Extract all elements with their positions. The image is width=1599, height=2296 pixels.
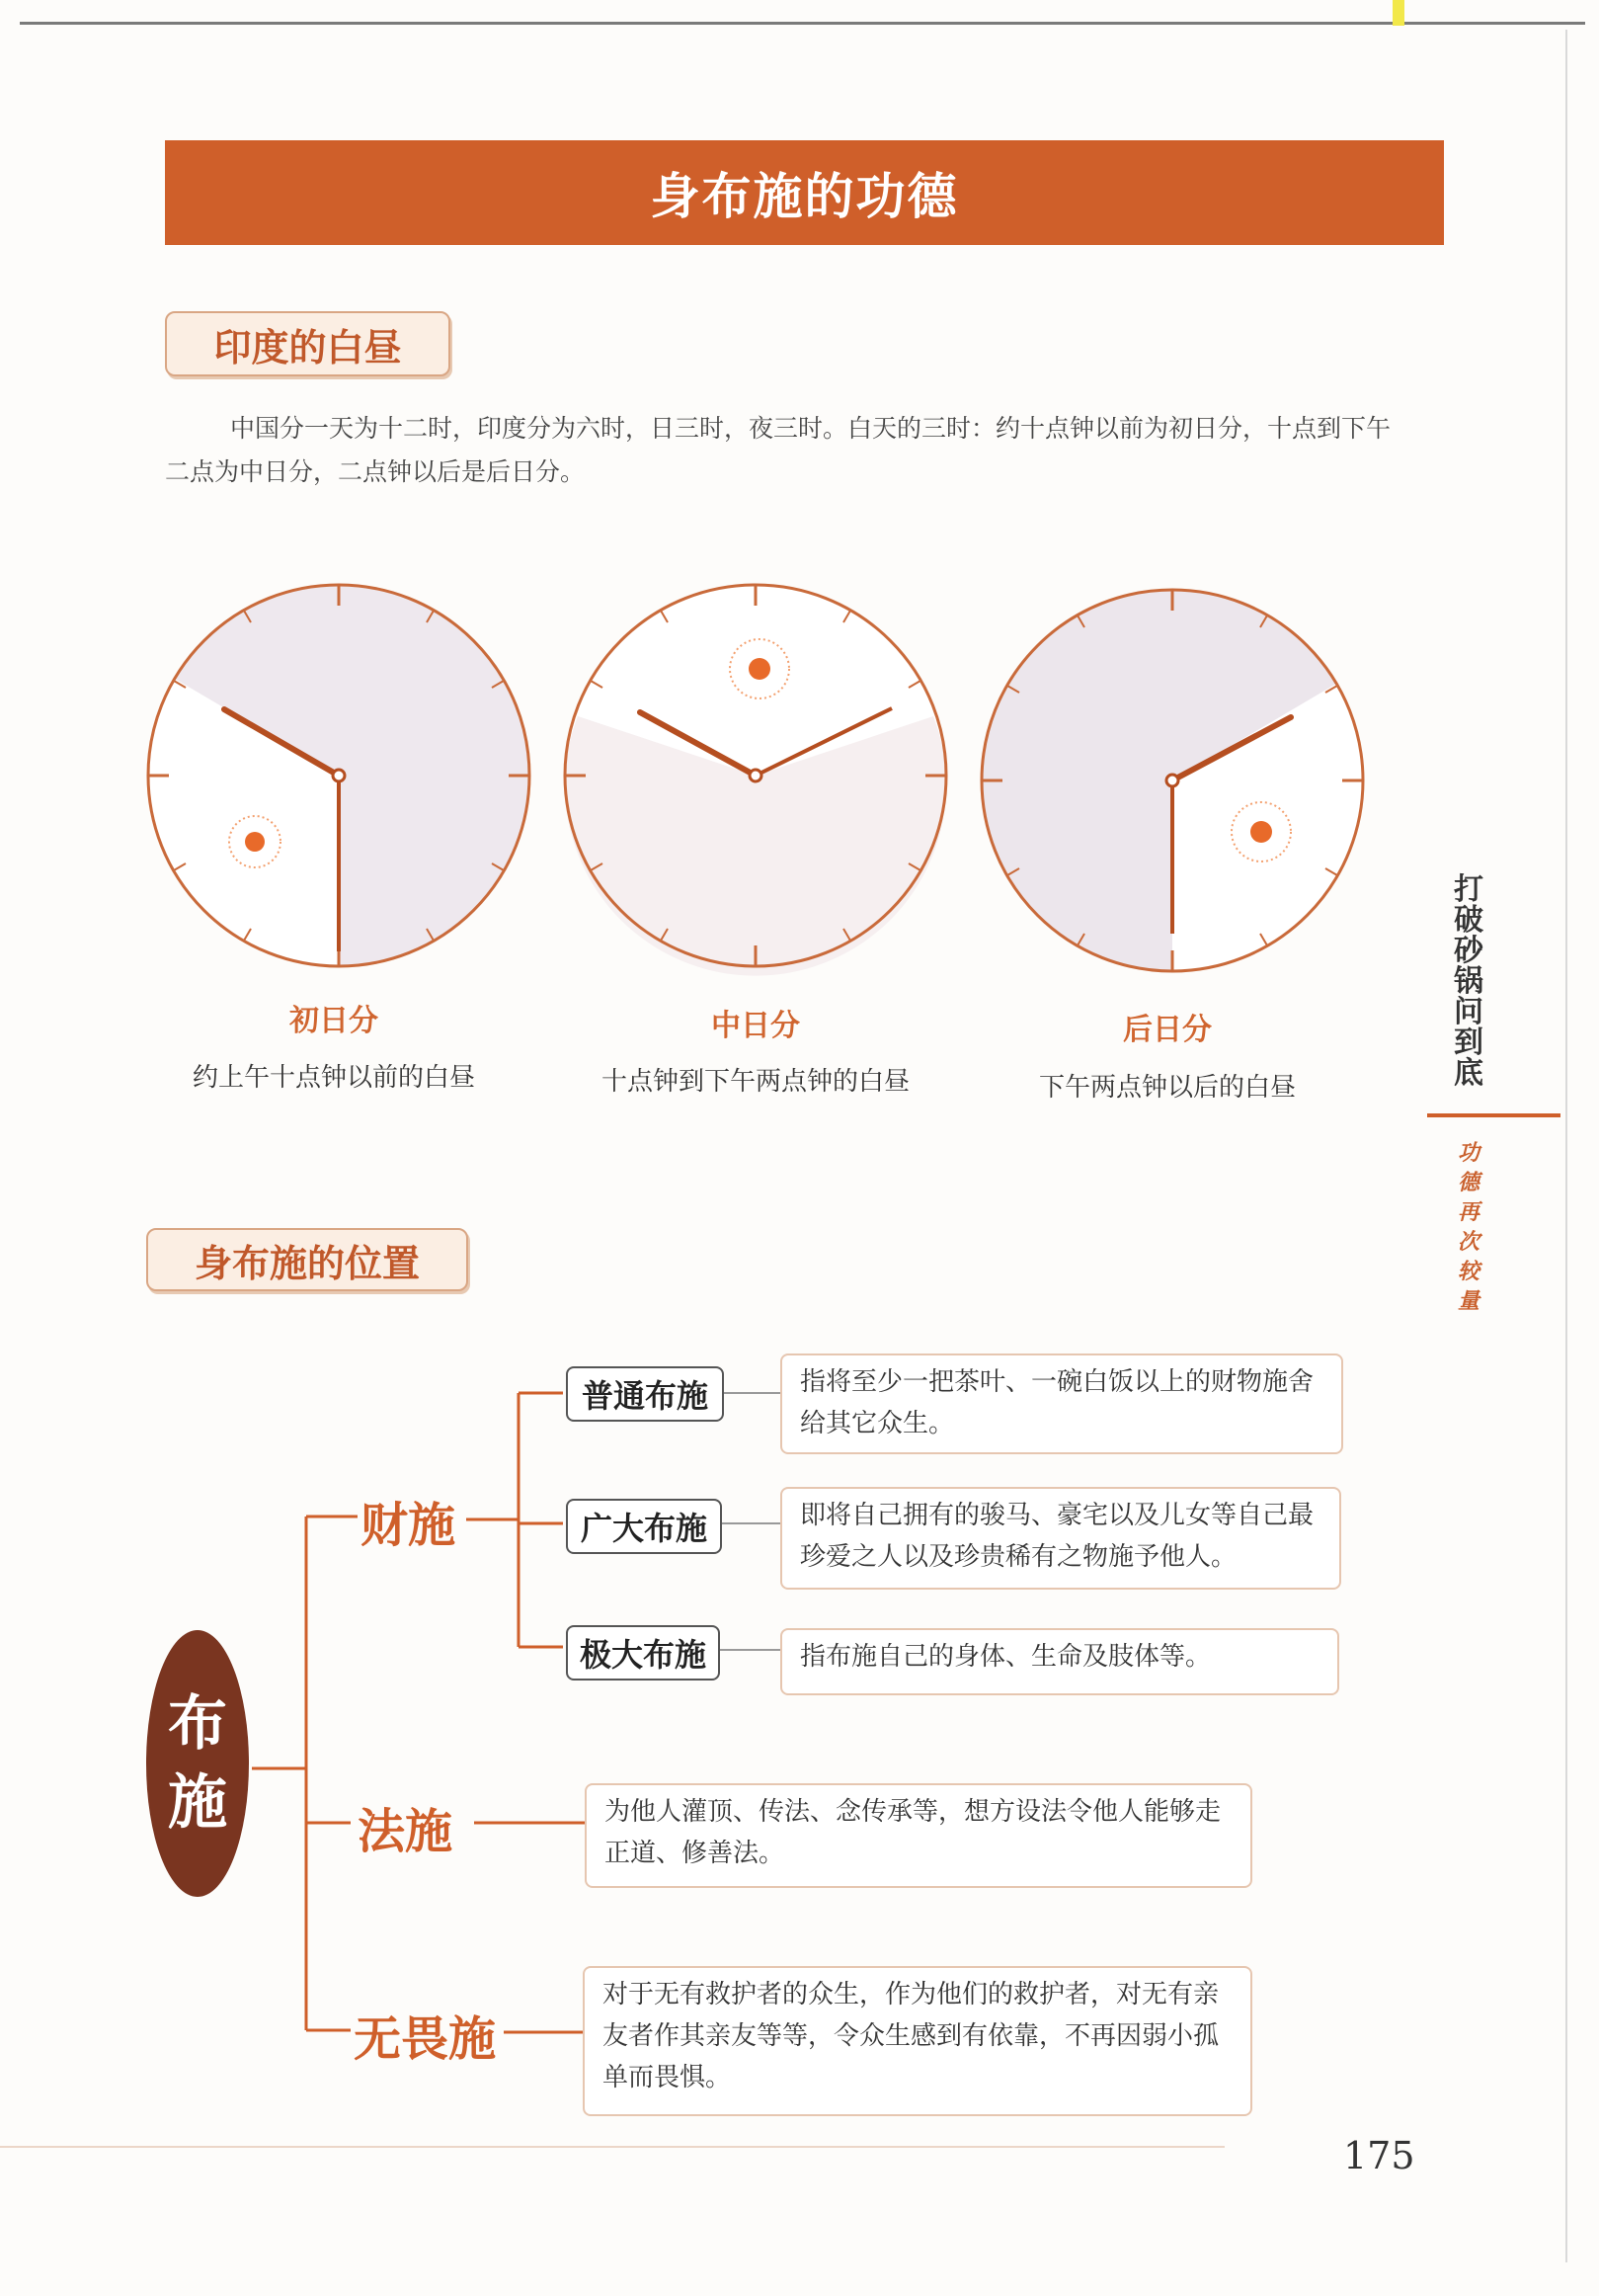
sidebar-rule	[1427, 1113, 1560, 1117]
category-cai: 财施	[360, 1498, 456, 1553]
sidebar-chapter: 打破砂锅问到底	[1454, 872, 1483, 1091]
clock-hou	[982, 590, 1363, 971]
sub-label-putong: 普通布施	[566, 1366, 724, 1422]
clocks-diagram	[138, 573, 1383, 988]
section-tag-india-day	[165, 311, 450, 376]
bottom-rule	[0, 2146, 1225, 2148]
desc-jida: 指布施自己的身体、生命及肢体等。	[780, 1628, 1339, 1695]
clock-desc-chu: 约上午十点钟以前的白昼	[192, 1063, 475, 1093]
sub-label-jida: 极大布施	[566, 1625, 720, 1681]
page-title: 身布施的功德	[650, 167, 959, 225]
desc-wuwei: 对于无有救护者的众生，作为他们的救护者，对无有亲友者作其亲友等等，令众生感到有依靠，不再因弱小孤单而畏惧。	[583, 1966, 1252, 2116]
clock-name-zhong: 中日分	[711, 1009, 800, 1043]
clock-desc-zhong: 十点钟到下午两点钟的白昼	[600, 1067, 910, 1097]
page-number: 175	[1343, 2134, 1415, 2177]
clock-name-chu: 初日分	[289, 1004, 378, 1038]
section-tag-label: 身布施的位置	[194, 1240, 420, 1285]
section-tag-label: 印度的白昼	[213, 324, 402, 369]
top-rule	[20, 22, 1585, 25]
desc-guangda: 即将自己拥有的骏马、豪宅以及儿女等自己最珍爱之人以及珍贵稀有之物施予他人。	[780, 1487, 1341, 1590]
clock-zhong	[565, 585, 946, 976]
sub-label-guangda: 广大布施	[566, 1499, 722, 1554]
clock-name-hou: 后日分	[1123, 1013, 1212, 1047]
category-fa: 法施	[358, 1804, 453, 1859]
right-margin-rule	[1565, 30, 1567, 2262]
desc-putong: 指将至少一把茶叶、一碗白饭以上的财物施舍给其它众生。	[780, 1353, 1343, 1454]
root-label: 布施	[168, 1689, 227, 1838]
intro-paragraph: 中国分一天为十二时，印度分为六时，日三时，夜三时。白天的三时：约十点钟以前为初日分，十点到下午二点为中日分，二点钟以后是后日分。	[165, 414, 1392, 486]
category-wuwei: 无畏施	[354, 2011, 497, 2067]
top-edge-mark	[1393, 0, 1404, 26]
section-tag-position	[146, 1228, 468, 1291]
sidebar-section: 功德再次较量	[1457, 1140, 1479, 1314]
desc-fa: 为他人灌顶、传法、念传承等，想方设法令他人能够走正道、修善法。	[585, 1783, 1252, 1888]
title-banner	[165, 140, 1444, 245]
clock-desc-hou: 下午两点钟以后的白昼	[1038, 1073, 1296, 1103]
root-oval	[146, 1630, 249, 1897]
clock-chu	[148, 585, 529, 966]
